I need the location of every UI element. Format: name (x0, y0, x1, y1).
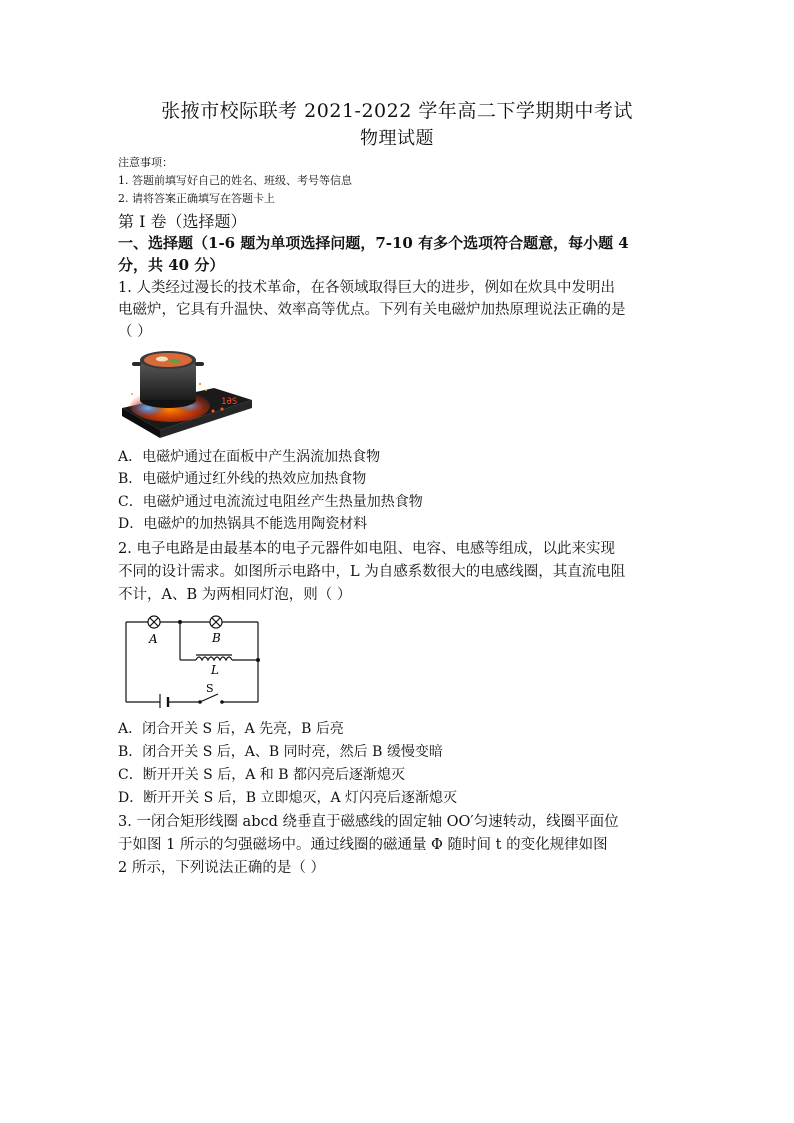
stove-display: 1ƏS (221, 397, 238, 407)
part-title: 第 I 卷（选择题） (118, 212, 247, 231)
junction-node (256, 658, 260, 662)
q1-option-a: A．电磁炉通过在面板中产生涡流加热食物 (118, 449, 381, 465)
q1-stem-line3: （ ） (118, 324, 152, 340)
food-piece (156, 357, 168, 362)
q3-stem-line1: 3. 一闭合矩形线圈 abcd 绕垂直于磁感线的固定轴 OO′匀速转动，线圈平面位 (118, 814, 619, 830)
q2-option-a: A．闭合开关 S 后，A 先亮，B 后亮 (118, 721, 344, 737)
section-heading-line2: 分，共 40 分） (118, 256, 225, 274)
spark (205, 389, 207, 391)
exam-title: 张掖市校际联考 2021-2022 学年高二下学期期中考试 (161, 100, 633, 122)
switch-contact (220, 700, 224, 704)
stove-indicator-icon (212, 410, 215, 413)
q1-option-c: C．电磁炉通过电流流过电阻丝产生热量加热食物 (118, 494, 423, 510)
q3-stem-line3: 2 所示，下列说法正确的是（ ） (118, 860, 325, 876)
q2-option-b: B．闭合开关 S 后，A、B 同时亮，然后 B 缓慢变暗 (118, 744, 443, 760)
circuit-diagram (118, 606, 266, 708)
pot-handle-right (195, 362, 204, 366)
inductor-coil (196, 657, 232, 660)
stove-indicator-icon (221, 408, 224, 411)
switch-contact (198, 700, 202, 704)
notes-heading: 注意事项： (118, 156, 173, 169)
q2-stem-line2: 不同的设计需求。如图所示电路中，L 为自感系数很大的电感线圈，其直流电阻 (118, 564, 626, 580)
section-heading-line1: 一、选择题（1-6 题为单项选择问题，7-10 有多个选项符合题意，每小题 4 (118, 234, 629, 252)
notes-item-1: 1. 答题前填写好自己的姓名、班级、考号等信息 (118, 174, 352, 187)
q1-stem-line1: 1. 人类经过漫长的技术革命，在各领域取得巨大的进步，例如在炊具中发明出 (118, 280, 615, 296)
pot-food (144, 353, 192, 367)
q2-option-c: C．断开开关 S 后，A 和 B 都闪亮后逐渐熄灭 (118, 767, 405, 783)
label-s: S (206, 682, 214, 695)
food-piece (170, 359, 180, 363)
q1-stem-line2: 电磁炉，它具有升温快、效率高等优点。下列有关电磁炉加热原理说法正确的是 (118, 302, 626, 318)
q3-stem-line2: 于如图 1 所示的匀强磁场中。通过线圈的磁通量 Φ 随时间 t 的变化规律如图 (118, 837, 608, 853)
label-l: L (211, 663, 219, 677)
label-b: B (212, 631, 221, 645)
spark (131, 393, 133, 395)
q2-stem-line3: 不计，A、B 为两相同灯泡，则（ ） (118, 587, 352, 603)
induction-stove-figure (118, 338, 254, 444)
label-a: A (149, 632, 158, 646)
switch-blade (200, 694, 218, 702)
q1-option-b: B．电磁炉通过红外线的热效应加热食物 (118, 471, 367, 487)
notes-item-2: 2. 请将答案正确填写在答题卡上 (118, 192, 275, 205)
q1-option-d: D．电磁炉的加热锅具不能选用陶瓷材料 (118, 516, 368, 532)
exam-subtitle: 物理试题 (360, 128, 434, 149)
junction-node (178, 620, 182, 624)
q2-option-d: D．断开开关 S 后，B 立即熄灭，A 灯闪亮后逐渐熄灭 (118, 790, 458, 806)
q2-stem-line1: 2. 电子电路是由最基本的电子元器件如电阻、电容、电感等组成，以此来实现 (118, 541, 615, 557)
spark (199, 383, 201, 385)
pot-handle-left (132, 362, 141, 366)
